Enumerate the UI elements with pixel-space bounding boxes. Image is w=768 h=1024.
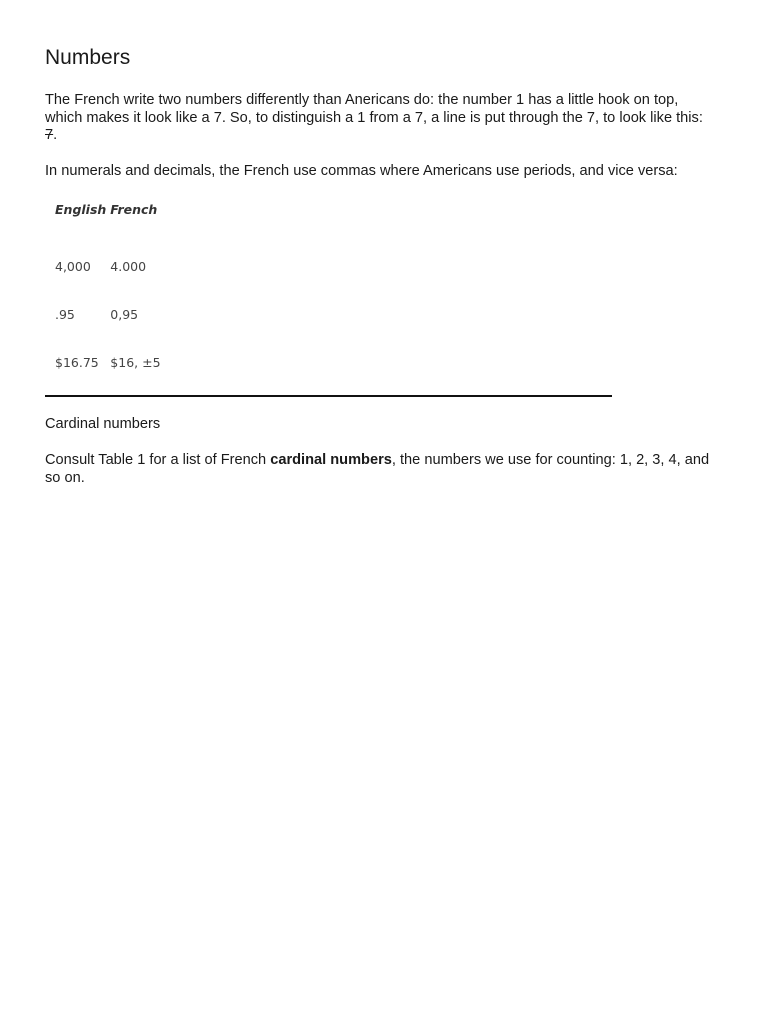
english-value: $16.75: [55, 355, 99, 370]
cardinal-numbers-term: cardinal numbers: [270, 452, 392, 468]
number-format-table: [55, 202, 165, 370]
english-value: .95: [55, 307, 75, 322]
table-row: [55, 226, 165, 274]
section-heading: Cardinal numbers: [45, 416, 161, 432]
cardinal-paragraph: [45, 452, 710, 487]
french-value: $16, ±5: [110, 355, 161, 370]
intro-paragraph: [45, 92, 710, 145]
intro-text: The French write two numbers differently than Anericans do: the number 1 has a little hook on top, which makes it look like a 7. So, to distinguish a 1 from a 7, a line is put through the 7, to look like this:: [45, 92, 703, 126]
cardinal-text: Consult Table 1 for a list of French: [45, 452, 271, 468]
table-row: [55, 322, 165, 370]
column-header-french: French: [110, 202, 158, 217]
intro-text-end: .: [53, 127, 58, 144]
cardinal-text-end: , the numbers we use for counting: 1, 2, 3, 4, and so on.: [45, 452, 710, 486]
english-value: 4,000: [55, 259, 91, 274]
horizontal-divider: [45, 395, 612, 397]
table-header-row: [55, 202, 165, 226]
column-header-english: English: [55, 202, 107, 217]
decimals-paragraph: In numerals and decimals, the French use commas where Americans use periods, and vice versa:: [45, 163, 678, 179]
table-row: [55, 274, 165, 322]
crossed-seven-glyph: 7: [45, 127, 54, 144]
french-value: 0,95: [110, 307, 139, 322]
page-title: Numbers: [45, 46, 131, 69]
french-value: 4.000: [110, 259, 147, 274]
